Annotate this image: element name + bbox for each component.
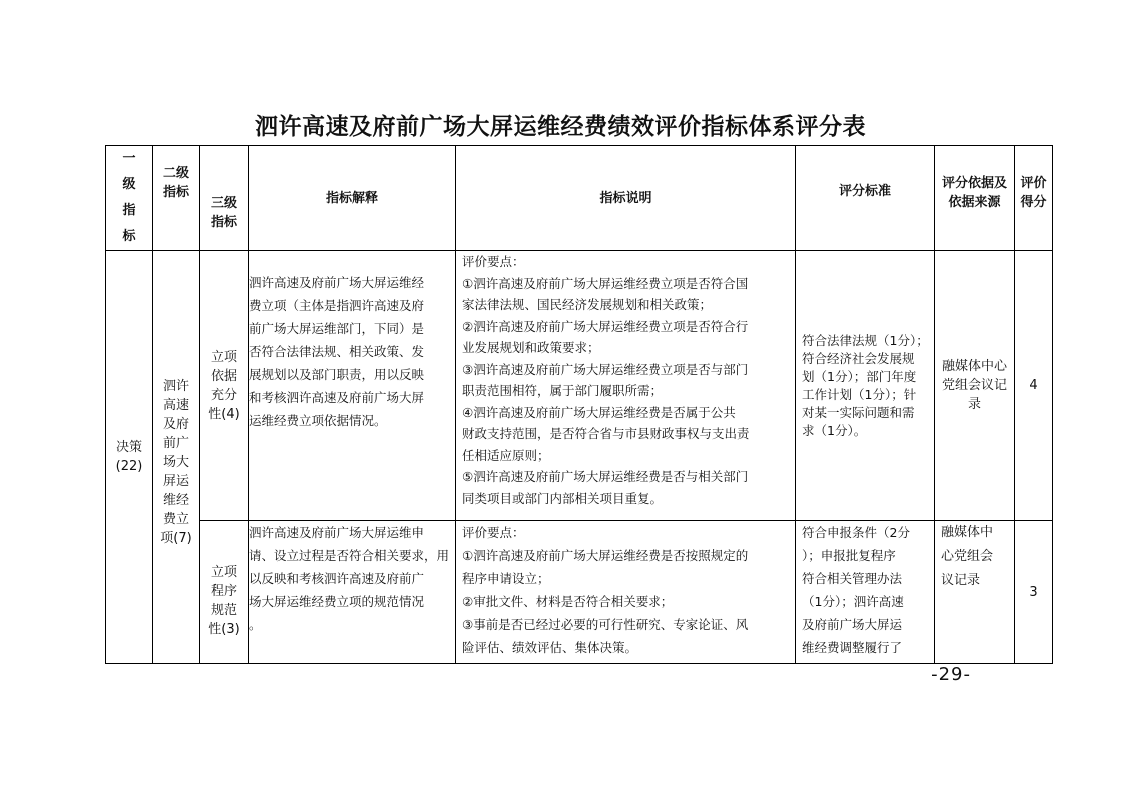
- explanation-cell: 泗许高速及府前广场大屏运维经 费立项（主体是指泗许高速及府 前广场大屏运维部门，下同）是 否符合法律法规、相关政策、发 展规划以及部门职责，用以反映 和考核泗许高速及府前广场大屏 运维经费立项依据情况。: [249, 251, 456, 521]
- header-row: [106, 146, 1053, 251]
- header-description: 指标说明: [456, 146, 796, 251]
- score-cell: 3: [1015, 521, 1053, 664]
- header-explanation: 指标解释: [249, 146, 456, 251]
- header-standard: 评分标准: [796, 146, 935, 251]
- page-title: 泗许高速及府前广场大屏运维经费绩效评价指标体系评分表: [255, 114, 866, 140]
- level1-cell: 决策 (22): [106, 251, 153, 664]
- description-cell: 评价要点： ①泗许高速及府前广场大屏运维经费立项是否符合国 家法律法规、国民经济发展规划和相关政策； ②泗许高速及府前广场大屏运维经费立项是否符合行 业发展规划和政策要求； ③泗许高速及府前广场大屏运维经费立项是否与部门 职责范围相符，属于部门履职所需； ④泗许高速及府前广场大屏运维经费是否属于公共 财政支持范围，是否符合省与市县财政事权与支出责 任相适应原则； ⑤泗许高速及府前广场大屏运维经费是否与相关部门 同类项目或部门内部相关项目重复。: [456, 251, 796, 521]
- header-level1: 一 级 指 标: [106, 146, 153, 251]
- header-level3: 三级 指标: [200, 146, 249, 251]
- standard-cell: 符合申报条件（2分 ）；申报批复程序 符合相关管理办法 （1分）；泗许高速 及府前广场大屏运 维经费调整履行了: [796, 521, 935, 664]
- basis-cell: 融媒体中 心党组会 议记录: [935, 521, 1015, 664]
- header-score: 评价 得分: [1015, 146, 1053, 251]
- table-row: [106, 521, 1053, 664]
- level3-cell: 立项 程序 规范 性(3): [200, 521, 249, 664]
- level3-cell: 立项 依据 充分 性(4): [200, 251, 249, 521]
- description-cell: 评价要点： ①泗许高速及府前广场大屏运维经费是否按照规定的 程序申请设立； ②审批文件、材料是否符合相关要求； ③事前是否已经过必要的可行性研究、专家论证、风 险评估、绩效评估、集体决策。: [456, 521, 796, 664]
- header-basis: 评分依据及 依据来源: [935, 146, 1015, 251]
- score-cell: 4: [1015, 251, 1053, 521]
- table-row: [106, 251, 1053, 521]
- standard-cell: 符合法律法规（1分）； 符合经济社会发展规 划（1分）；部门年度 工作计划（1分）；针 对某一实际问题和需 求（1分）。: [796, 251, 935, 521]
- level2-cell: 泗许 高速 及府 前广 场大 屏运 维经 费立 项(7): [153, 251, 200, 664]
- header-level2: 二级 指标: [153, 146, 200, 251]
- page-number: -29-: [931, 664, 971, 685]
- score-table: [105, 145, 1053, 664]
- explanation-cell: 泗许高速及府前广场大屏运维申 请、设立过程是否符合相关要求，用 以反映和考核泗许高速及府前广 场大屏运维经费立项的规范情况 。: [249, 521, 456, 664]
- basis-cell: 融媒体中心 党组会议记 录: [935, 251, 1015, 521]
